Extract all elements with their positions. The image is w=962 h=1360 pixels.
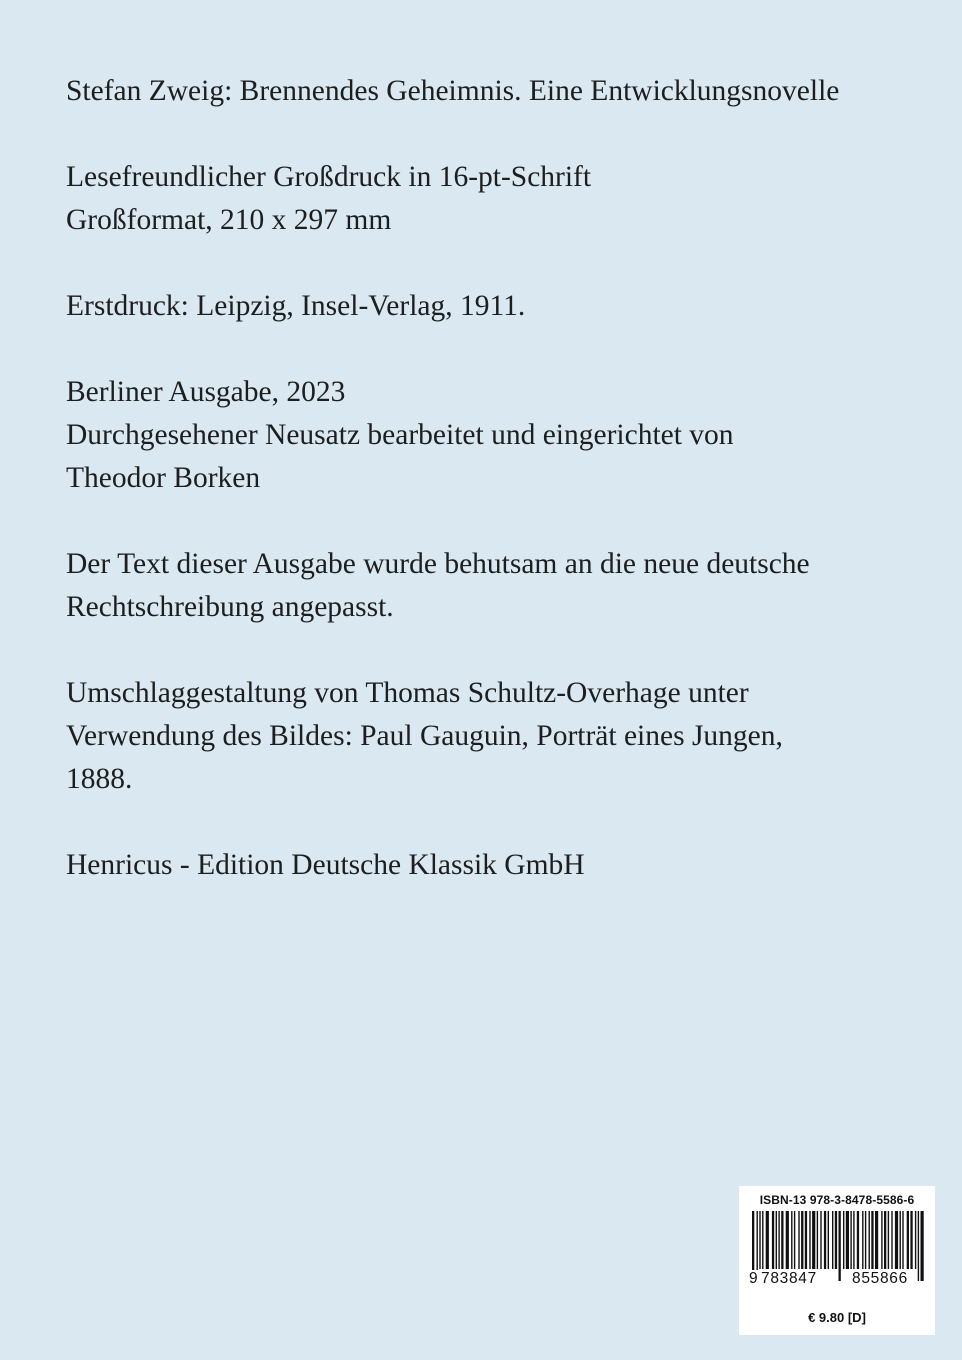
barcode-bar [891, 1211, 892, 1269]
barcode-bar [846, 1211, 849, 1269]
publisher-name [66, 844, 936, 887]
barcode-bar [900, 1211, 901, 1269]
barcode-digit-first: 9 [749, 1270, 758, 1287]
barcode-bar [801, 1211, 803, 1269]
first-edition-info [66, 285, 936, 328]
barcode-bar [881, 1211, 882, 1269]
barcode-bar [918, 1211, 919, 1281]
barcode-bar [895, 1211, 898, 1269]
barcode-bar [812, 1211, 815, 1269]
barcode-bar [910, 1211, 912, 1269]
text-line: Lesefreundlicher Großdruck in 16-pt-Schrift [66, 161, 592, 193]
barcode-bar [871, 1211, 873, 1269]
barcode-bar [759, 1211, 760, 1269]
barcode-bar [869, 1211, 870, 1269]
barcode-bar [776, 1211, 777, 1269]
barcode-bar [809, 1211, 810, 1269]
text-line: Verwendung des Bildes: Paul Gauguin, Porträt eines Jungen, [66, 720, 783, 752]
barcode-bar [766, 1211, 769, 1269]
barcode-bar [875, 1211, 878, 1269]
barcode-bar [832, 1211, 833, 1269]
barcode-bar [805, 1211, 807, 1269]
text-line: Henricus - Edition Deutsche Klassik GmbH [66, 849, 585, 881]
barcode-bar [921, 1211, 924, 1281]
barcode-bar [817, 1211, 818, 1269]
barcode-bar [850, 1211, 851, 1269]
barcode-bar [794, 1211, 795, 1269]
text-line: Berliner Ausgabe, 2023 [66, 376, 346, 408]
format-info [66, 156, 936, 242]
imprint-text [66, 70, 936, 930]
barcode-bar [865, 1211, 866, 1269]
cover-design-credit [66, 672, 936, 801]
barcode-bar [762, 1211, 763, 1269]
price-label: € 9.80 [D] [808, 1310, 866, 1325]
text-line: Stefan Zweig: Brennendes Geheimnis. Eine Entwicklungsnovelle [66, 75, 840, 107]
isbn-label: ISBN-13 978-3-8478-5586-6 [759, 1193, 915, 1207]
barcode-bar [772, 1211, 774, 1269]
barcode-bar [862, 1211, 863, 1269]
barcode-bar [884, 1211, 886, 1269]
barcode-bar [843, 1211, 844, 1269]
edition-info [66, 371, 936, 500]
barcode-bar [835, 1211, 837, 1269]
text-line: Großformat, 210 x 297 mm [66, 204, 392, 236]
text-line: Der Text dieser Ausgabe wurde behutsam an die neue deutsche [66, 548, 810, 580]
text-line: Theodor Borken [66, 462, 261, 494]
barcode-bar [791, 1211, 792, 1269]
text-line: Umschlaggestaltung von Thomas Schultz-Overhage unter [66, 677, 749, 709]
barcode-bar [915, 1211, 916, 1269]
barcode-bar [839, 1211, 841, 1281]
barcode-bar [781, 1211, 783, 1269]
barcode-digits-left: 783847 [761, 1270, 817, 1287]
barcode-digits-right: 855866 [852, 1270, 908, 1287]
barcode-bar [824, 1211, 826, 1269]
barcode-bar [798, 1211, 799, 1269]
barcode-bar [778, 1211, 779, 1269]
text-line: Rechtschreibung angepasst. [66, 591, 394, 623]
barcode-bar [857, 1211, 859, 1269]
text-line: Durchgesehener Neusatz bearbeitet und eingerichtet von [66, 419, 734, 451]
text-line: 1888. [66, 763, 133, 795]
text-line: Erstdruck: Leipzig, Insel-Verlag, 1911. [66, 290, 526, 322]
barcode-bar [888, 1211, 889, 1269]
orthography-note [66, 543, 936, 629]
isbn-barcode-box [739, 1186, 935, 1335]
title-line [66, 70, 936, 113]
barcode-bar [820, 1211, 821, 1269]
barcode-bar [786, 1211, 789, 1269]
barcode-bar [853, 1211, 854, 1269]
barcode-bar [828, 1211, 829, 1269]
barcode-bar [907, 1211, 909, 1269]
barcode-bar [902, 1211, 903, 1269]
